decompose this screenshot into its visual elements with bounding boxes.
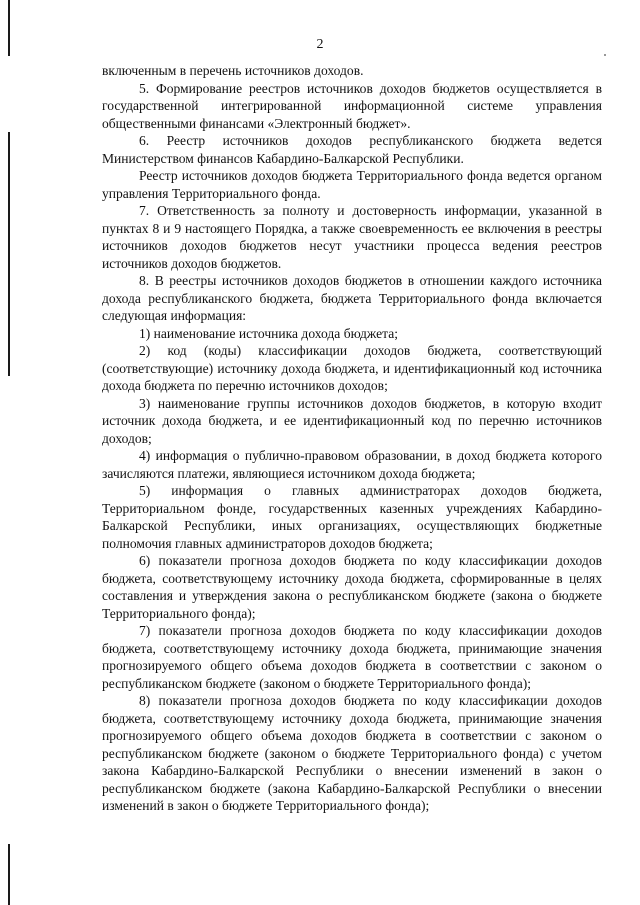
list-item-2: 2) код (коды) классификации доходов бюджета, соответствующий (соответствующие) источнику дохода бюджета, и идентификационный код источника дохода бюджета по перечню источников доходов;: [102, 343, 602, 393]
list-item-1: 1) наименование источника дохода бюджета;: [139, 325, 398, 341]
scan-edge-mark: [8, 844, 10, 905]
scan-edge-mark: [8, 132, 10, 376]
list-item-8: 8) показатели прогноза доходов бюджета по коду классификации доходов бюджета, соответствующему источнику дохода бюджета, принимающие значения прогнозируемого общего объема доходов бюджета в соответствии с законом о республиканском бюджете (законом о бюджете Территориального фонда) с учетом закона Кабардино-Балкарской Республики о внесении изменений в закон о республиканском бюджете (закона Кабардино-Балкарской Республики о внесении изменений в закон о бюджете Территориального фонда);: [102, 693, 602, 813]
paragraph-clause-7: 7. Ответственность за полноту и достоверность информации, указанной в пунктах 8 и 9 настоящего Порядка, а также своевременность ее включения в реестры источников доходов бюджетов несут участники процесса ведения реестров источников доходов бюджетов.: [102, 203, 602, 271]
list-item-7: 7) показатели прогноза доходов бюджета по коду классификации доходов бюджета, соответствующему источнику дохода бюджета, принимающие значения прогнозируемого общего объема доходов бюджета в соответствии с законом о республиканском бюджете (законом о бюджете Территориального фонда);: [102, 623, 602, 691]
page-number: 2: [316, 37, 324, 52]
list-item-3: 3) наименование группы источников доходов бюджетов, в которую входит источник дохода бюджета, и ее идентификационный код по перечню источников доходов;: [102, 395, 602, 446]
list-item-4: 4) информация о публично-правовом образовании, в доход бюджета которого зачисляются платежи, являющиеся источником дохода бюджета;: [102, 448, 602, 481]
list-item-5: 5) информация о главных администраторах доходов бюджета, Территориальном фонде, государственных казенных учреждениях Кабардино-Балкарской Республики, иных организациях, осуществляющих бюджетные полномочия главных администраторов доходов бюджета;: [102, 483, 602, 551]
paragraph-clause-5: 5. Формирование реестров источников доходов бюджетов осуществляется в государственной интегрированной информационной системе управления общественными финансами «Электронный бюджет».: [102, 80, 602, 131]
paragraph-clause-6: 6. Реестр источников доходов республиканского бюджета ведется Министерством финансов Кабардино-Балкарской Республики.: [102, 133, 602, 166]
paragraph-clause-8: 8. В реестры источников доходов бюджетов в отношении каждого источника дохода республиканского бюджета, бюджета Территориального фонда включается следующая информация:: [102, 273, 602, 323]
list-item-6: 6) показатели прогноза доходов бюджета по коду классификации доходов бюджета, соответствующему источнику дохода бюджета, сформированные в целях составления и утверждения закона о республиканском бюджете (закона о бюджете Территориального фонда);: [102, 553, 602, 621]
paragraph-clause-6-fund: Реестр источников доходов бюджета Территориального фонда ведется органом управления Территориального фонда.: [102, 168, 602, 201]
scan-speck: [604, 54, 606, 56]
document-body: [102, 62, 602, 815]
paragraph-continuation: включенным в перечень источников доходов.: [102, 63, 364, 78]
